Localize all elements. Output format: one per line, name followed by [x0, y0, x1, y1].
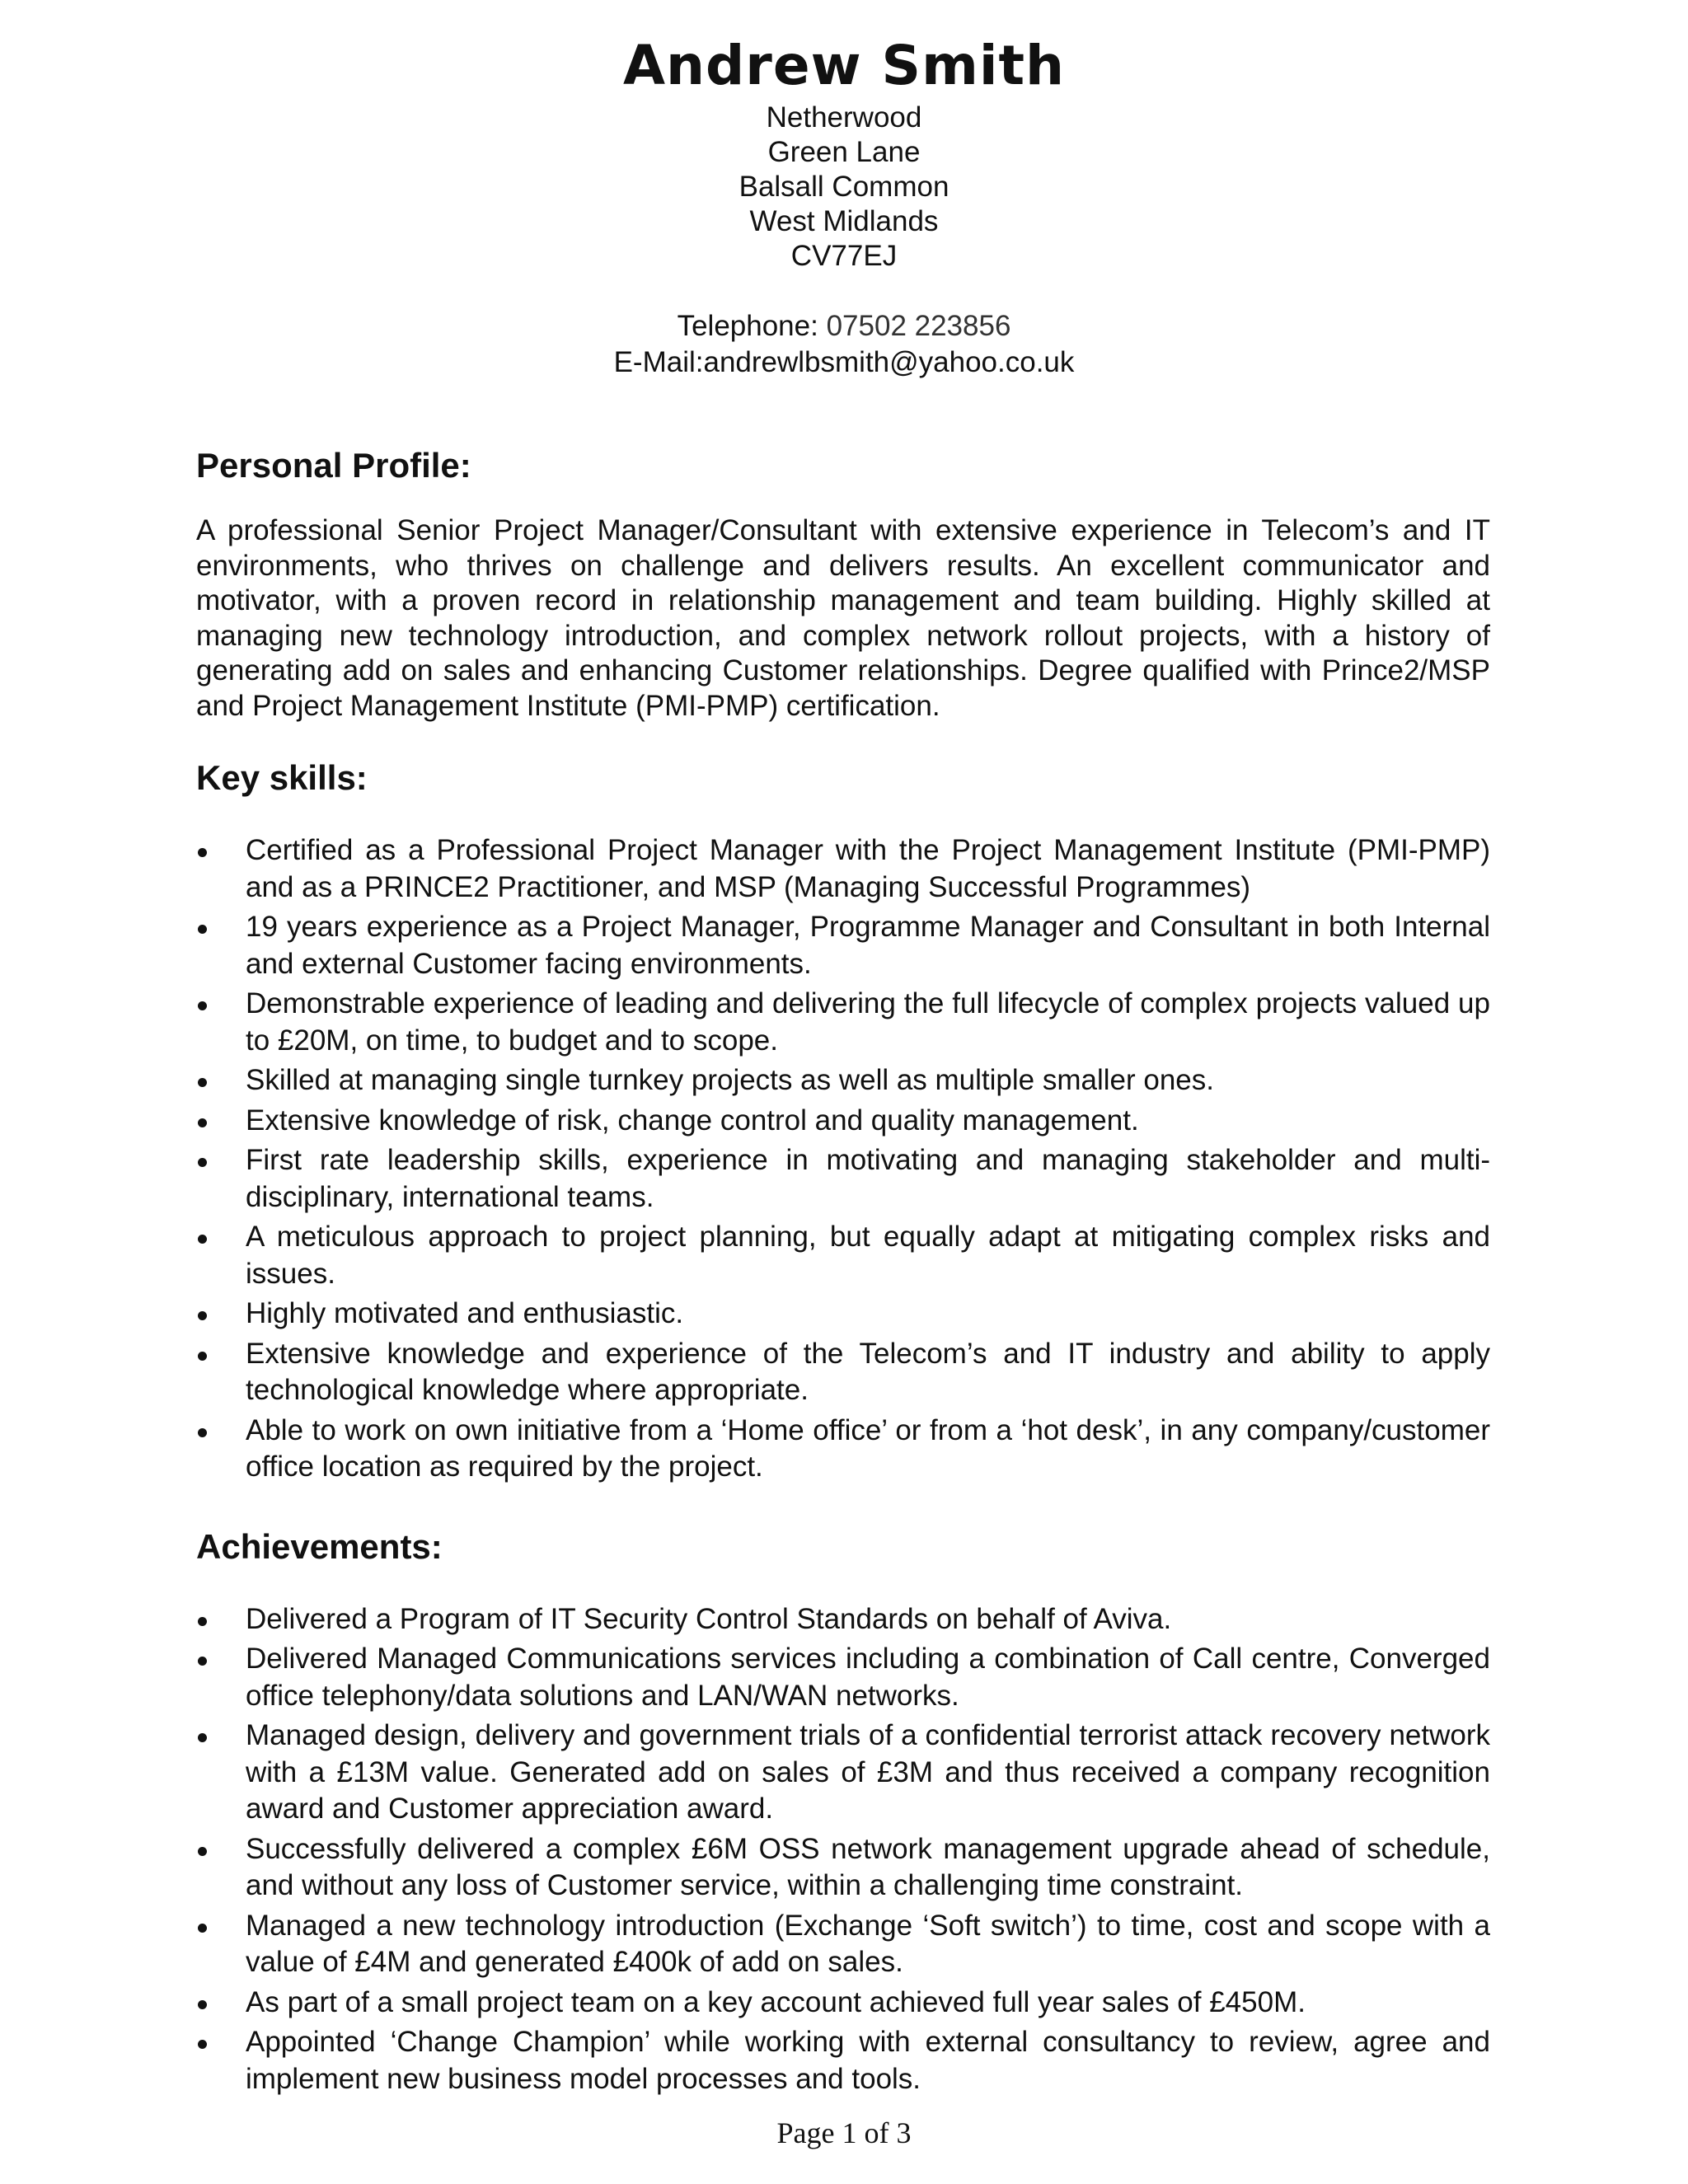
key-skills-section — [196, 753, 1490, 1486]
bullet-icon — [198, 1924, 207, 1933]
key-skill-item — [196, 832, 1490, 906]
telephone-label: Telephone: — [677, 310, 818, 342]
page-footer — [0, 2115, 1688, 2151]
bullet-icon — [198, 1311, 207, 1320]
personal-profile-section — [196, 441, 1490, 724]
bullet-icon — [198, 848, 207, 857]
address-line: Balsall Common — [738, 171, 950, 203]
section-title-key-skills: Key skills: — [196, 758, 368, 797]
achievement-item — [196, 2024, 1490, 2097]
profile-paragraph: A professional Senior Project Manager/Consultant with extensive experience in Telecom’s and IT environments, who thrives on challenge and delivers results. An excellent communicator and motivator, with a proven record in relationship management and team building. Highly skilled at managing new technology introduction, and complex network rollout projects, with a history of generating add on sales and enhancing Customer relationships. Degree qualified with Prince2/MSP and Project Management Institute (PMI-PMP) certification. — [196, 514, 1490, 722]
achievement-text: Appointed ‘Change Champion’ while working with external consultancy to review, agree and implement new business model processes and tools. — [246, 2026, 1490, 2095]
key-skill-text: First rate leadership skills, experience in motivating and managing stakeholder and multi-disciplinary, international teams. — [246, 1144, 1490, 1213]
bullet-icon — [198, 1847, 207, 1856]
section-title-personal-profile: Personal Profile: — [196, 446, 471, 485]
achievements-section — [196, 1522, 1490, 2098]
achievement-item — [196, 1908, 1490, 1981]
key-skill-item — [196, 1296, 1490, 1333]
section-title-achievements: Achievements: — [196, 1526, 443, 1566]
address-line: Green Lane — [767, 136, 921, 168]
key-skill-item — [196, 1142, 1490, 1216]
achievement-item — [196, 1985, 1490, 2022]
key-skill-text: Extensive knowledge of risk, change control and quality management. — [246, 1104, 1139, 1137]
bullet-icon — [198, 925, 207, 934]
achievement-text: Delivered Managed Communications services including a combination of Call centre, Converged office telephony/data solutions and LAN/WAN networks. — [246, 1643, 1490, 1712]
cv-header — [0, 31, 1688, 381]
key-skill-item — [196, 1413, 1490, 1486]
key-skill-text: Certified as a Professional Project Manager with the Project Management Institute (PMI-PMP) and as a PRINCE2 Practitioner, and MSP (Managing Successful Programmes) — [246, 834, 1490, 903]
achievement-text: Managed a new technology introduction (Exchange ‘Soft switch’) to time, cost and scope with a value of £4M and generated £400k of add on sales. — [246, 1909, 1490, 1978]
page-number: Page 1 of 3 — [776, 2116, 912, 2149]
key-skill-text: A meticulous approach to project planning, but equally adapt at mitigating complex risks and issues. — [246, 1221, 1490, 1290]
achievements-list — [196, 1601, 1490, 2098]
bullet-icon — [198, 1001, 207, 1010]
achievement-text: As part of a small project team on a key account achieved full year sales of £450M. — [246, 1985, 1306, 2018]
key-skill-text: Demonstrable experience of leading and delivering the full lifecycle of complex projects valued up to £20M, on time, to budget and to scope. — [246, 987, 1490, 1057]
bullet-icon — [198, 2040, 207, 2049]
achievement-text: Successfully delivered a complex £6M OSS network management upgrade ahead of schedule, and without any loss of Customer service, within a challenging time constraint. — [246, 1832, 1490, 1901]
address-postcode: CV77EJ — [790, 240, 898, 272]
bullet-icon — [198, 1118, 207, 1127]
key-skill-text: Highly motivated and enthusiastic. — [246, 1297, 684, 1329]
telephone-line — [0, 308, 1688, 344]
key-skill-text: Extensive knowledge and experience of the Telecom’s and IT industry and ability to apply technological knowledge where appropriate. — [246, 1337, 1490, 1406]
key-skill-item — [196, 909, 1490, 982]
bullet-icon — [198, 1657, 207, 1666]
bullet-icon — [198, 1235, 207, 1244]
bullet-icon — [198, 1352, 207, 1361]
key-skill-item — [196, 1103, 1490, 1140]
bullet-icon — [198, 1733, 207, 1742]
bullet-icon — [198, 1078, 207, 1087]
key-skill-text: Skilled at managing single turnkey projects as well as multiple smaller ones. — [246, 1064, 1214, 1096]
address-line: Netherwood — [766, 101, 922, 134]
bullet-icon — [198, 1428, 207, 1437]
bullet-icon — [198, 1158, 207, 1167]
key-skill-text: Able to work on own initiative from a ‘Home office’ or from a ‘hot desk’, in any company/customer office location as required by the project. — [246, 1413, 1490, 1483]
achievement-item — [196, 1831, 1490, 1905]
achievement-item — [196, 1641, 1490, 1714]
key-skill-item — [196, 1336, 1490, 1409]
key-skill-item — [196, 1219, 1490, 1292]
cv-content — [196, 441, 1490, 2101]
address-line: West Midlands — [749, 205, 939, 237]
candidate-name: Andrew Smith — [622, 34, 1066, 97]
achievement-item — [196, 1601, 1490, 1638]
telephone-value: 07502 223856 — [826, 310, 1011, 342]
bullet-icon — [198, 2000, 207, 2009]
achievement-item — [196, 1718, 1490, 1828]
key-skill-text: 19 years experience as a Project Manager, Programme Manager and Consultant in both Internal and external Customer facing environments. — [246, 911, 1490, 980]
key-skill-item — [196, 1062, 1490, 1099]
contact-block — [0, 308, 1688, 381]
email-line: E-Mail:andrewlbsmith@yahoo.co.uk — [613, 346, 1075, 378]
achievement-text: Managed design, delivery and government trials of a confidential terrorist attack recovery network with a £13M value. Generated add on sales of £3M and thus received a company recognition award and Customer appreciation award. — [246, 1719, 1490, 1825]
address-block — [0, 101, 1688, 274]
bullet-icon — [198, 1617, 207, 1626]
key-skills-list — [196, 832, 1490, 1486]
achievement-text: Delivered a Program of IT Security Control Standards on behalf of Aviva. — [246, 1602, 1172, 1635]
key-skill-item — [196, 986, 1490, 1059]
